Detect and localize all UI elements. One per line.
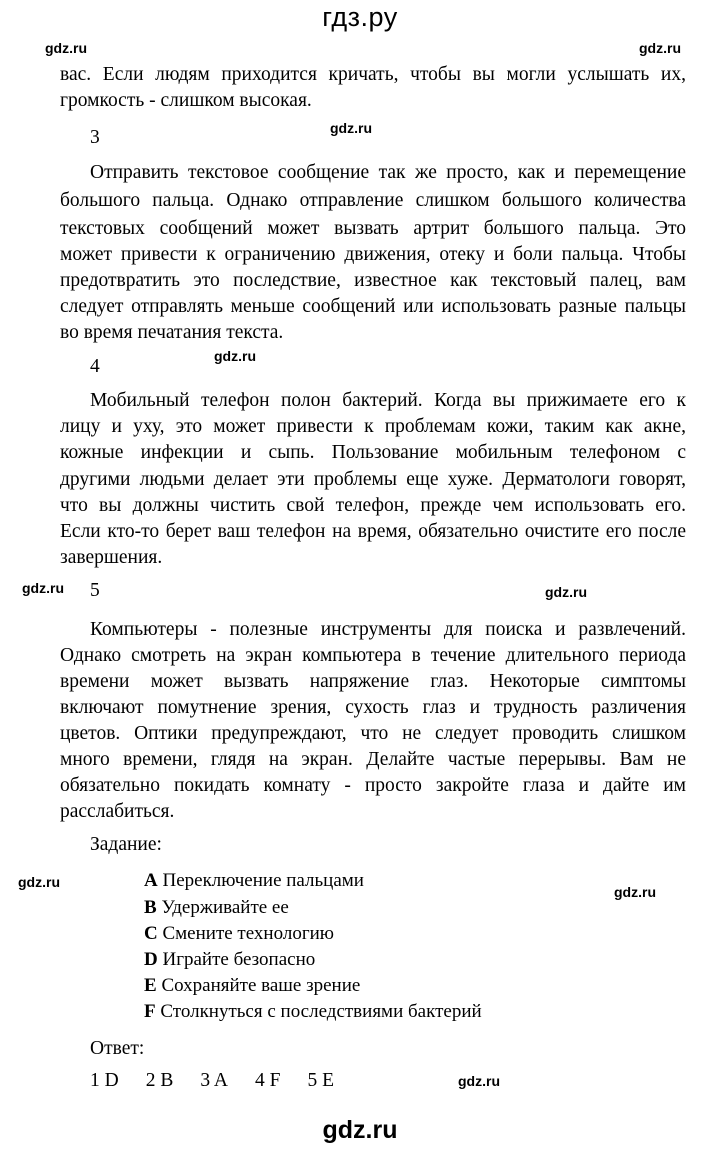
task-label: Задание: [90,834,162,855]
answer-list [90,1070,361,1092]
text-line: времени может вызвать напряжение глаз. Некоторые симптомы [60,671,686,692]
watermark: gdz.ru [639,40,681,56]
text-line: Мобильный телефон полон бактерий. Когда вы прижимаете его к [90,390,686,411]
text-line: включают помутнение зрения, сухость глаз и трудность различения [60,697,686,718]
text-line: Однако смотреть на экран компьютера в течение длительного периода [60,645,686,666]
section-number: 3 [90,127,100,148]
watermark: gdz.ru [458,1073,500,1089]
watermark: gdz.ru [214,348,256,364]
section-number: 4 [90,356,100,377]
site-footer: gdz.ru [322,1116,398,1144]
text-line: во время печатания текста. [60,322,284,343]
section-number: 5 [90,580,100,601]
text-line: Отправить текстовое сообщение так же просто, как и перемещение [90,162,686,183]
watermark: gdz.ru [330,120,372,136]
text-line: цветов. Оптики предупреждают, что не следует проводить слишком [60,723,686,744]
watermark: gdz.ru [22,580,64,596]
text-line: завершения. [60,547,163,568]
answer-item: 5 E [307,1070,335,1091]
text-line: предотвратить это последствие, известное как текстовый палец, вам [60,270,686,291]
answer-label: Ответ: [90,1038,145,1059]
text-line: другими людьми делает эти проблемы еще хуже. Дерматологи говорят, [60,469,686,490]
watermark: gdz.ru [614,884,656,900]
text-line: Компьютеры - полезные инструменты для поиска и развлечений. [90,619,686,640]
site-header: гдз.ру [322,2,398,32]
text-line: обязательно покидать комнату - просто закройте глаза и дайте им [60,775,686,796]
text-line: лицу и уху, это может привести к проблемам кожи, таким как акне, [60,416,686,437]
watermark: gdz.ru [18,874,60,890]
text-line: текстовых сообщений может вызвать артрит большого пальца. Это [60,218,686,239]
answer-item: 1 D [90,1070,119,1091]
answer-item: 4 F [255,1070,281,1091]
text-line: следует отправлять меньше сообщений или использовать разные пальцы [60,296,686,317]
task-option: E Сохраняйте ваше зрение [144,975,361,996]
text-line: большого пальца. Однако отправление слишком большого количества [60,190,686,211]
text-line: много времени, глядя на экран. Делайте частые перерывы. Вам не [60,749,686,770]
task-option: D Играйте безопасно [144,949,316,970]
watermark: gdz.ru [45,40,87,56]
answer-item: 3 A [200,1070,228,1091]
text-line: громкость - слишком высокая. [60,90,312,111]
text-line: расслабиться. [60,801,175,822]
task-option: B Удерживайте ее [144,897,289,918]
task-option: F Столкнуться с последствиями бактерий [144,1001,482,1022]
text-line: Если кто-то берет ваш телефон на время, обязательно очистите его после [60,521,686,542]
answer-item: 2 B [145,1070,174,1091]
text-line: кожные инфекции и сыпь. Пользование мобильным телефоном с [60,442,686,463]
task-option: C Смените технологию [144,923,334,944]
text-line: вас. Если людям приходится кричать, чтобы вы могли услышать их, [60,64,686,85]
text-line: может привести к ограничению движения, отеку и боли пальца. Чтобы [60,244,686,265]
watermark: gdz.ru [545,584,587,600]
text-line: что вы должны чистить свой телефон, прежде чем использовать его. [60,495,686,516]
task-option: A Переключение пальцами [144,870,364,891]
